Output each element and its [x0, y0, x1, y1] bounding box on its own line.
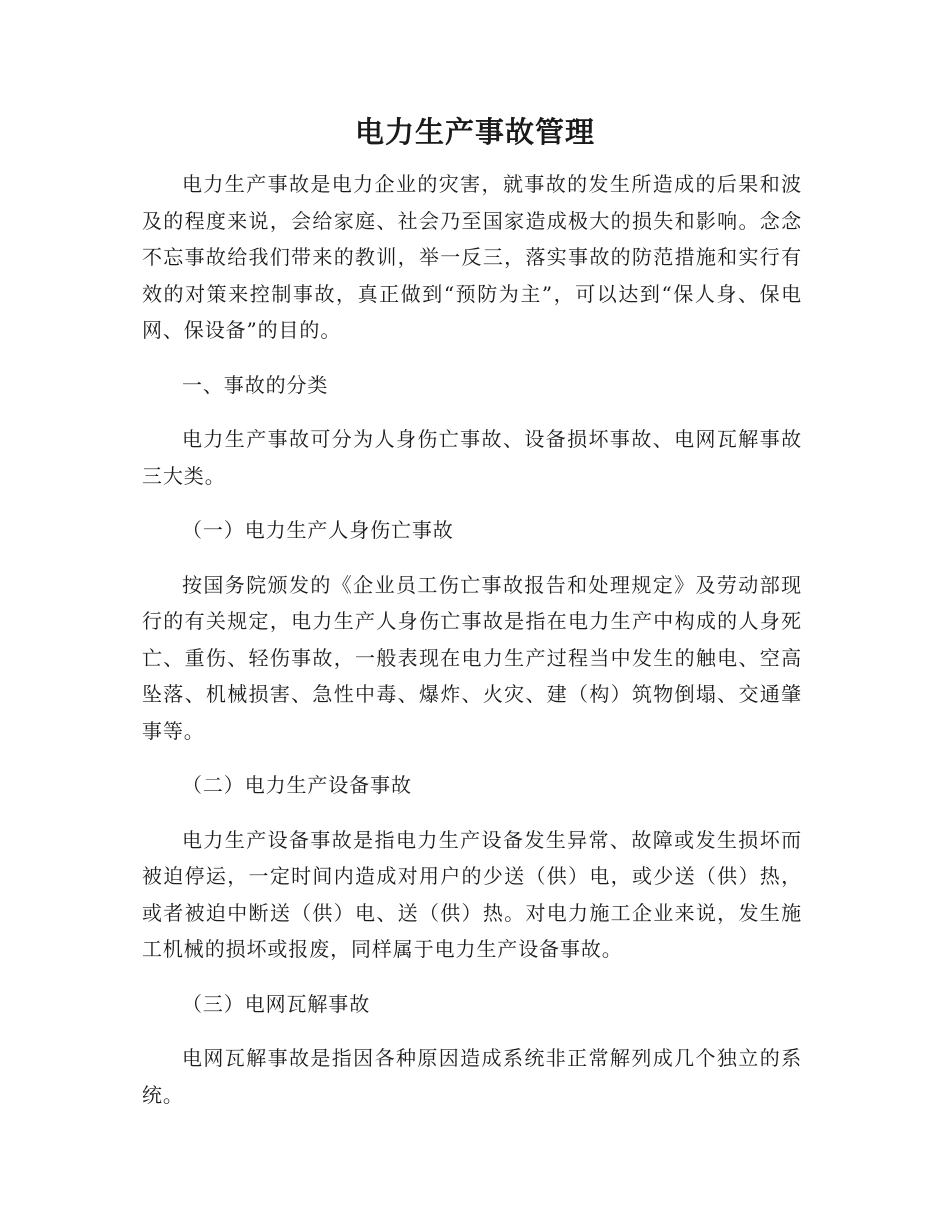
intro-paragraph: 电力生产事故是电力企业的灾害，就事故的发生所造成的后果和波及的程度来说，会给家庭、社会乃至国家造成极大的损失和影响。念念不忘事故给我们带来的教训，举一反三，落实事故的防范措施和实行有效的对策来控制事故，真正做到“预防为主”，可以达到“保人身、保电网、保设备”的目的。	[142, 172, 802, 342]
spacer	[142, 968, 802, 986]
spacer	[142, 1022, 802, 1040]
classification-paragraph: 电力生产事故可分为人身伤亡事故、设备损坏事故、电网瓦解事故三大类。	[142, 427, 802, 488]
spacer	[142, 494, 802, 512]
subsection-heading-grid-collapse: （三）电网瓦解事故	[182, 991, 371, 1016]
spacer	[142, 804, 802, 822]
subsection-heading-personal-injury: （一）电力生产人身伤亡事故	[182, 518, 454, 542]
document-body	[142, 166, 802, 1113]
document-title: 电力生产事故管理	[354, 115, 595, 149]
personal-injury-paragraph: 按国务院颁发的《企业员工伤亡事故报告和处理规定》及劳动部现行的有关规定，电力生产人身伤亡事故是指在电力生产中构成的人身死亡、重伤、轻伤事故，一般表现在电力生产过程当中发生的触电、空高坠落、机械损害、急性中毒、爆炸、火灾、建（构）筑物倒塌、交通肇事等。	[142, 572, 802, 743]
spacer	[142, 349, 802, 367]
subsection-heading-equipment: （二）电力生产设备事故	[182, 773, 412, 797]
spacer	[142, 403, 802, 421]
spacer	[142, 749, 802, 767]
equipment-paragraph: 电力生产设备事故是指电力生产设备发生异常、故障或发生损坏而被迫停运，一定时间内造成对用户的少送（供）电，或少送（供）热，或者被迫中断送（供）电、送（供）热。对电力施工企业来说，发生施工机械的损坏或报废，同样属于电力生产设备事故。	[142, 827, 802, 961]
spacer	[142, 549, 802, 567]
section-heading-classification: 一、事故的分类	[182, 372, 329, 397]
grid-collapse-paragraph: 电网瓦解事故是指因各种原因造成系统非正常解列成几个独立的系统。	[142, 1046, 802, 1107]
